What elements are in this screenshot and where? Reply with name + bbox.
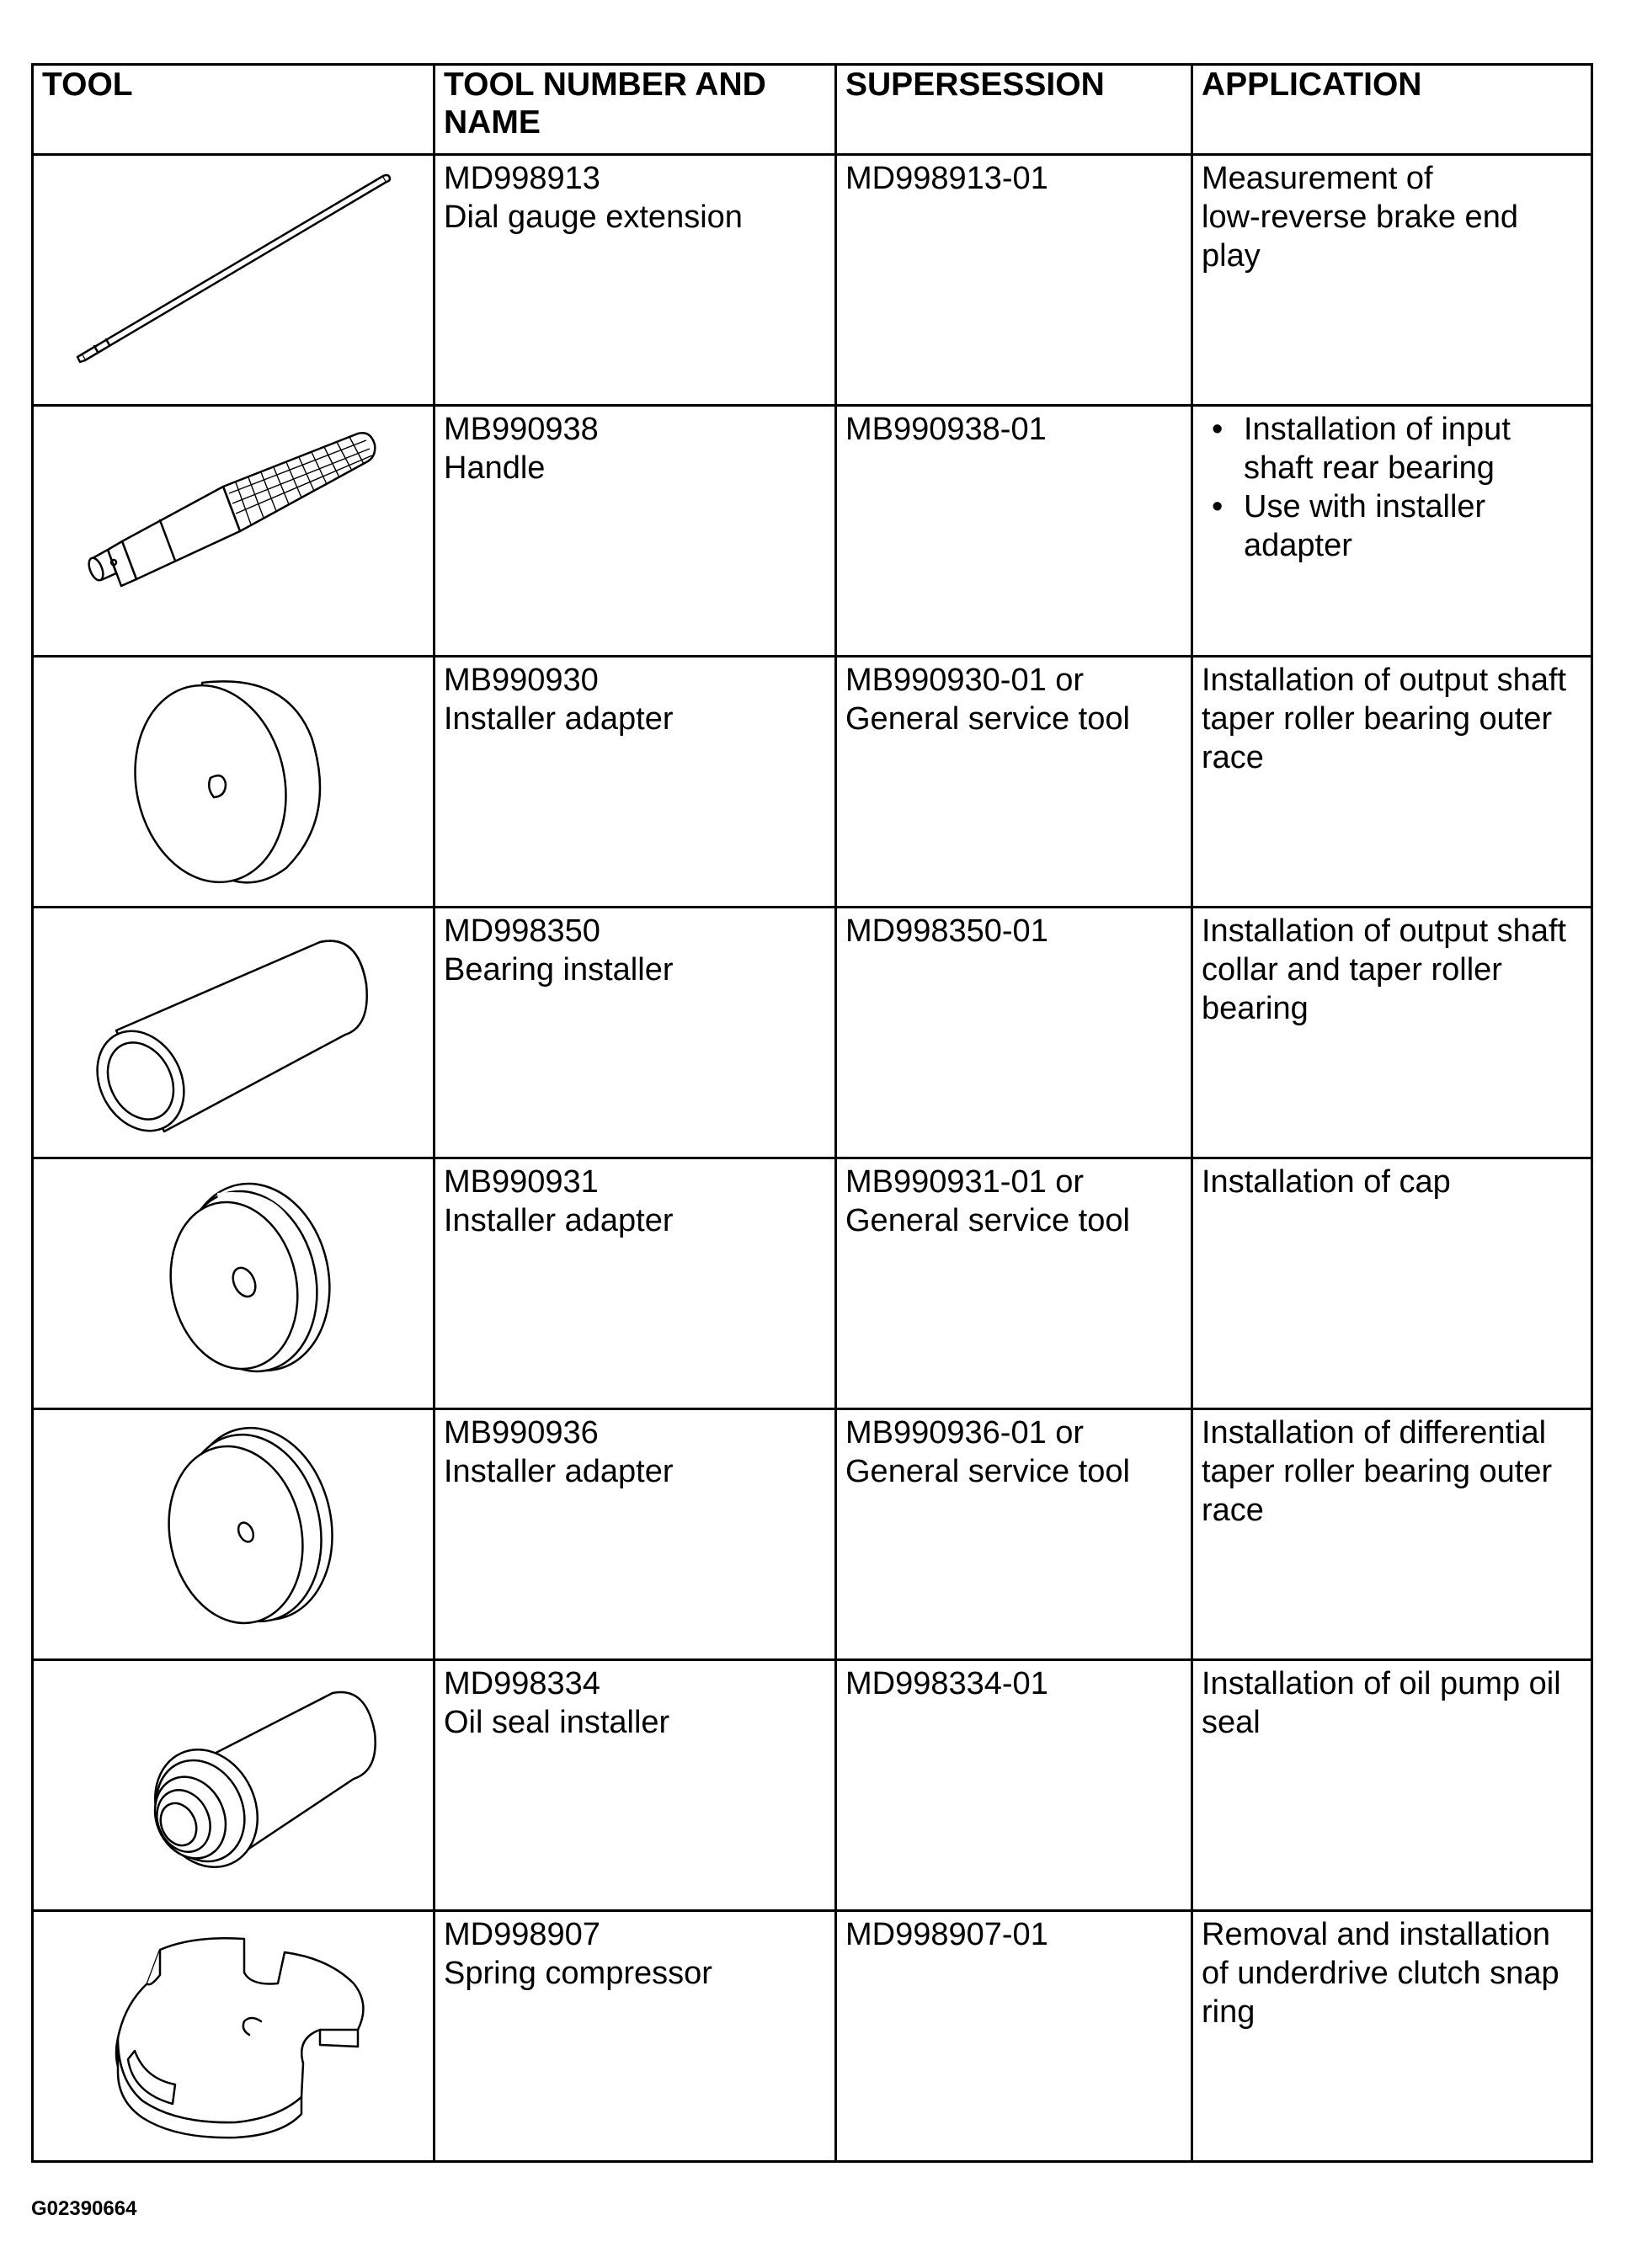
tool-number: MD998907 — [444, 1917, 600, 1952]
application-text: • Use with installer — [1244, 489, 1486, 524]
header-application-label: APPLICATION — [1202, 67, 1422, 103]
application-text: Installation of output shaft — [1202, 663, 1567, 698]
application-bullet — [1244, 410, 1582, 487]
application-text: shaft rear bearing — [1244, 450, 1495, 486]
tool-number-cell — [434, 908, 836, 1158]
application-text: seal — [1202, 1705, 1261, 1740]
tool-number: MD998334 — [444, 1666, 600, 1701]
tool-number: MB990938 — [444, 412, 599, 447]
table-row — [33, 657, 1592, 908]
application-text: Installation of output shaft — [1202, 913, 1567, 949]
table-row — [33, 155, 1592, 406]
supersession-cell — [836, 1409, 1192, 1660]
supersession-cell — [836, 657, 1192, 908]
application-cell — [1192, 1911, 1592, 2162]
supersession-text: MB990936-01 or — [845, 1415, 1085, 1451]
tool-number: MD998350 — [444, 913, 600, 949]
tool-illustration-cell — [33, 657, 434, 908]
bearing-installer-icon — [34, 908, 430, 1154]
supersession-cell — [836, 406, 1192, 657]
application-text: Removal and installation — [1202, 1917, 1551, 1952]
tool-number: MB990936 — [444, 1415, 599, 1451]
supersession-text: General service tool — [845, 701, 1130, 737]
tool-illustration-cell — [33, 1660, 434, 1911]
supersession-cell — [836, 908, 1192, 1158]
application-cell — [1192, 155, 1592, 406]
application-text: Measurement of — [1202, 161, 1433, 196]
tool-name: Installer adapter — [444, 1454, 674, 1489]
tool-number-cell — [434, 1660, 836, 1911]
header-tool-number-line1: TOOL NUMBER AND — [444, 67, 766, 103]
supersession-cell — [836, 155, 1192, 406]
application-text: bearing — [1202, 991, 1309, 1026]
tool-name: Oil seal installer — [444, 1705, 670, 1740]
tool-name: Installer adapter — [444, 1203, 674, 1238]
application-cell — [1192, 657, 1592, 908]
supersession-cell — [836, 1911, 1192, 2162]
supersession-text: MD998350-01 — [845, 913, 1048, 949]
dial-gauge-extension-icon — [34, 156, 430, 402]
supersession-text: MD998334-01 — [845, 1666, 1048, 1701]
supersession-text: MD998907-01 — [845, 1917, 1048, 1952]
tool-number-cell — [434, 1409, 836, 1660]
header-tool-label: TOOL — [42, 67, 133, 103]
tool-number: MD998913 — [444, 161, 600, 196]
header-tool — [33, 65, 434, 155]
tool-number: MB990930 — [444, 663, 599, 698]
table-row — [33, 1660, 1592, 1911]
tool-name: Spring compressor — [444, 1956, 712, 1991]
application-text: Installation of oil pump oil — [1202, 1666, 1561, 1701]
table-row — [33, 908, 1592, 1158]
tool-name: Dial gauge extension — [444, 200, 743, 235]
application-bullet-list — [1202, 410, 1582, 565]
application-text: collar and taper roller — [1202, 952, 1502, 988]
tool-number-cell — [434, 406, 836, 657]
supersession-text: MB990931-01 or — [845, 1164, 1085, 1200]
handle-icon — [34, 407, 430, 652]
table-row — [33, 1911, 1592, 2162]
tool-name: Installer adapter — [444, 701, 674, 737]
installer-adapter-icon — [34, 1159, 430, 1405]
spring-compressor-icon — [34, 1912, 430, 2158]
application-text: adapter — [1244, 528, 1352, 563]
supersession-cell — [836, 1158, 1192, 1409]
application-text: • Installation of input — [1244, 412, 1511, 447]
tool-illustration-cell — [33, 406, 434, 657]
application-text: play — [1202, 238, 1261, 274]
special-tools-table — [31, 63, 1593, 2163]
application-text: Installation of cap — [1202, 1164, 1451, 1200]
application-text: race — [1202, 1493, 1264, 1528]
application-cell — [1192, 406, 1592, 657]
installer-adapter-icon — [34, 1410, 430, 1656]
application-text: of underdrive clutch snap — [1202, 1956, 1559, 1991]
tool-number-cell — [434, 657, 836, 908]
tool-name: Handle — [444, 450, 546, 486]
header-tool-number — [434, 65, 836, 155]
tool-number-cell — [434, 1911, 836, 2162]
tool-illustration-cell — [33, 908, 434, 1158]
supersession-text: MB990938-01 — [845, 412, 1047, 447]
installer-adapter-icon — [34, 658, 430, 903]
tool-name: Bearing installer — [444, 952, 674, 988]
application-bullet — [1244, 487, 1582, 565]
supersession-text: MB990930-01 or — [845, 663, 1085, 698]
header-tool-number-line2: NAME — [444, 104, 541, 141]
figure-id: G02390664 — [31, 2197, 137, 2220]
application-text: taper roller bearing outer — [1202, 701, 1553, 737]
tool-number-cell — [434, 155, 836, 406]
application-text: ring — [1202, 1994, 1255, 2030]
table-row — [33, 406, 1592, 657]
application-cell — [1192, 908, 1592, 1158]
table-header-row — [33, 65, 1592, 155]
tool-illustration-cell — [33, 1158, 434, 1409]
application-text: low-reverse brake end — [1202, 200, 1518, 235]
supersession-text: General service tool — [845, 1454, 1130, 1489]
tool-illustration-cell — [33, 1409, 434, 1660]
header-supersession-label: SUPERSESSION — [845, 67, 1105, 103]
application-text: taper roller bearing outer — [1202, 1454, 1553, 1489]
header-application — [1192, 65, 1592, 155]
supersession-text: General service tool — [845, 1203, 1130, 1238]
application-cell — [1192, 1660, 1592, 1911]
supersession-text: MD998913-01 — [845, 161, 1048, 196]
oil-seal-installer-icon — [34, 1661, 430, 1907]
header-supersession — [836, 65, 1192, 155]
table-row — [33, 1409, 1592, 1660]
tool-number: MB990931 — [444, 1164, 599, 1200]
application-cell — [1192, 1158, 1592, 1409]
tool-illustration-cell — [33, 1911, 434, 2162]
tool-illustration-cell — [33, 155, 434, 406]
application-text: Installation of differential — [1202, 1415, 1547, 1451]
tool-number-cell — [434, 1158, 836, 1409]
supersession-cell — [836, 1660, 1192, 1911]
application-text: race — [1202, 740, 1264, 775]
application-cell — [1192, 1409, 1592, 1660]
table-row — [33, 1158, 1592, 1409]
